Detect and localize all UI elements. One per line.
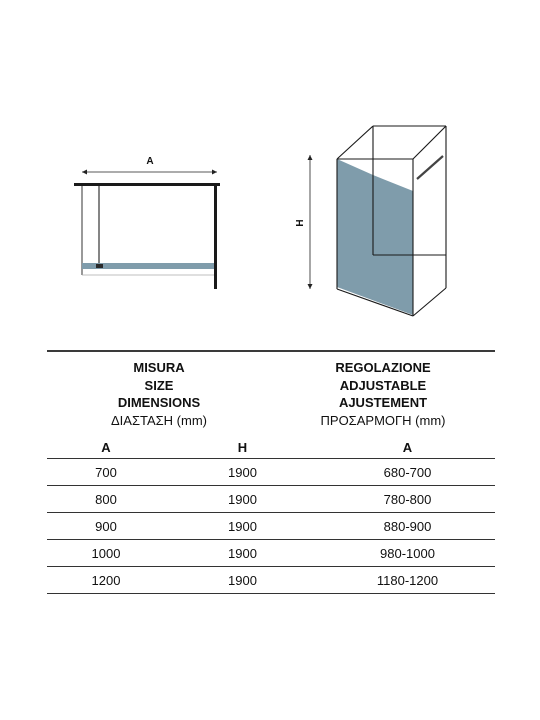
height-cell: 1900 [228,464,257,480]
glass-panel [337,159,413,315]
width-cell: 900 [95,518,117,534]
dimensions-table [47,350,495,594]
height-cell: 1900 [228,518,257,534]
height-dimension-line [308,155,313,289]
adjustment-cell: 1180-1200 [376,572,439,588]
size-header-line: ΔΙΑΣΤΑΣΗ (mm) [110,412,207,428]
adjustment-header-line: ADJUSTABLE [339,377,427,393]
adjustment-header-line: AJUSTEMENT [338,395,428,410]
adjustment-header-line: REGOLAZIONE [335,360,431,375]
column-letters-row [47,429,495,458]
wall-support-bar [417,156,443,179]
width-cell: 1000 [91,545,121,561]
adjustment-header [271,352,495,429]
elevation-view-diagram [295,126,446,316]
adjustment-cell: 980-1000 [380,545,435,561]
width-cell: 800 [95,491,117,507]
adjustment-cell: 780-800 [383,491,432,507]
column-letter-width: A [101,440,111,455]
height-label: H [295,219,306,227]
size-header-line: MISURA [133,360,185,375]
size-header [47,352,271,429]
diagram-area [0,0,540,345]
width-dimension-line [82,170,217,175]
column-letter-height: H [237,440,248,455]
size-header-line: DIMENSIONS [117,395,201,410]
table-row [47,485,495,512]
table-header [47,352,495,429]
adjustment-header-line: ΠΡΟΣΑΡΜΟΓΗ (mm) [320,412,446,428]
wall-right [214,183,217,289]
table-row [47,566,495,594]
width-label: A [146,156,154,167]
table-row [47,458,495,485]
width-cell: 1200 [91,572,121,588]
table-body [47,458,495,594]
wall-top [74,183,220,186]
table-row [47,512,495,539]
width-cell: 700 [95,464,117,480]
column-letter-adjustment: A [402,440,413,455]
floor-profile [96,264,103,268]
adjustment-cell: 880-900 [383,518,432,534]
table-row [47,539,495,566]
height-cell: 1900 [228,572,257,588]
plan-view-diagram [74,156,220,289]
size-header-line: SIZE [144,377,174,393]
adjustment-cell: 680-700 [383,464,432,480]
height-cell: 1900 [228,545,257,561]
height-cell: 1900 [228,491,257,507]
